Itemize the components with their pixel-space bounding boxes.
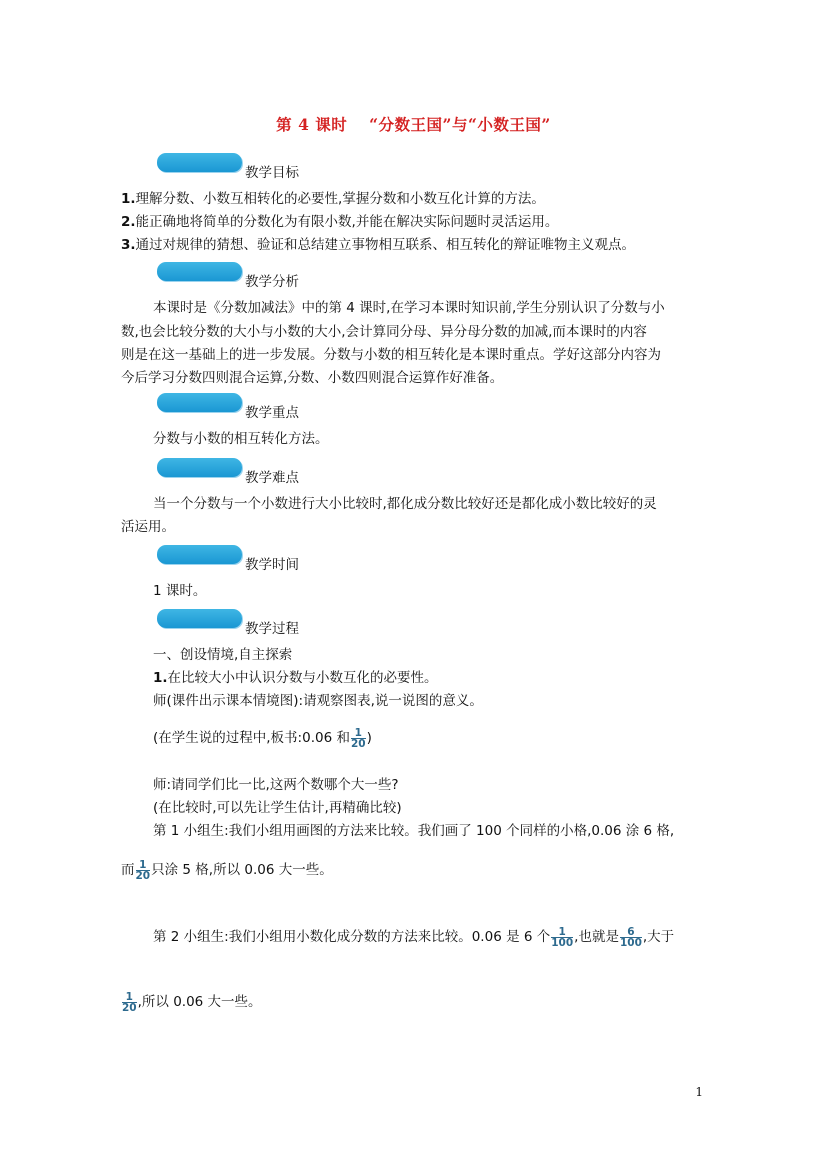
text-fragment: ,所以 0.06 大一些。 bbox=[137, 994, 262, 1010]
fraction-numerator: 1 bbox=[354, 726, 362, 739]
paragraph-line bbox=[153, 726, 372, 749]
fraction-denominator: 100 bbox=[551, 936, 574, 949]
fraction-numerator: 1 bbox=[558, 925, 566, 938]
paragraph-line bbox=[153, 925, 674, 948]
goal-number: 1. bbox=[121, 191, 136, 207]
paragraph-line: 师:请同学们比一比,这两个数哪个大一些? bbox=[153, 777, 399, 793]
paragraph-line: 当一个分数与一个小数进行大小比较时,都化成分数比较好还是都化成小数比较好的灵 bbox=[153, 496, 657, 512]
fraction-one-twentieth bbox=[136, 860, 151, 881]
paragraph-line bbox=[121, 858, 333, 881]
goal-text: 通过对规律的猜想、验证和总结建立事物相互联系、相互转化的辩证唯物主义观点。 bbox=[135, 237, 636, 253]
text-fragment: 第 2 小组生:我们小组用小数化成分数的方法来比较。0.06 是 6 个 bbox=[153, 929, 551, 945]
fraction-numerator: 1 bbox=[139, 858, 147, 871]
section-heading-time: 教学时间 bbox=[245, 557, 299, 573]
goal-number: 3. bbox=[121, 237, 136, 253]
fraction-denominator: 100 bbox=[619, 936, 642, 949]
paragraph-line: 本课时是《分数加减法》中的第 4 课时,在学习本课时知识前,学生分别认识了分数与小 bbox=[153, 300, 665, 316]
fraction-numerator: 6 bbox=[627, 925, 635, 938]
page-title: 第 4 课时 “分数王国”与“小数王国” bbox=[276, 115, 551, 134]
goal-item bbox=[121, 187, 545, 207]
section-marker bbox=[157, 609, 242, 628]
text-fragment: 而 bbox=[121, 862, 135, 878]
text-fragment: ,也就是 bbox=[574, 929, 619, 945]
paragraph-line bbox=[153, 666, 438, 686]
text-fragment: 只涂 5 格,所以 0.06 大一些。 bbox=[151, 862, 333, 878]
fraction-numerator: 1 bbox=[125, 990, 133, 1003]
goal-item bbox=[121, 210, 558, 230]
paragraph-line: 则是在这一基础上的进一步发展。分数与小数的相互转化是本课时重点。学好这部分内容为 bbox=[121, 347, 661, 363]
section-heading-analysis: 教学分析 bbox=[245, 274, 299, 290]
paragraph-line: (在比较时,可以先让学生估计,再精确比较) bbox=[153, 800, 402, 816]
paragraph-line: 第 1 小组生:我们小组用画图的方法来比较。我们画了 100 个同样的小格,0.06 涂 6 格, bbox=[153, 823, 675, 839]
paragraph-line: 一、创设情境,自主探索 bbox=[153, 647, 293, 663]
board-text-end: ) bbox=[366, 730, 372, 746]
paragraph-line: 今后学习分数四则混合运算,分数、小数四则混合运算作好准备。 bbox=[121, 370, 504, 386]
section-heading-difficulty: 教学难点 bbox=[245, 470, 299, 486]
paragraph-line: 分数与小数的相互转化方法。 bbox=[153, 431, 329, 447]
section-heading-key: 教学重点 bbox=[245, 405, 299, 421]
fraction-six-hundredths bbox=[620, 927, 642, 948]
section-marker bbox=[157, 393, 242, 412]
section-marker bbox=[157, 545, 242, 564]
text-fragment: ,大于 bbox=[642, 929, 675, 945]
board-text-start: (在学生说的过程中,板书:0.06 和 bbox=[153, 730, 350, 746]
paragraph-line: 数,也会比较分数的大小与小数的大小,会计算同分母、异分母分数的加减,而本课时的内容 bbox=[121, 324, 647, 340]
fraction-denominator: 20 bbox=[122, 1001, 137, 1014]
section-heading-goal: 教学目标 bbox=[245, 165, 299, 181]
paragraph-line: 师(课件出示课本情境图):请观察图表,说一说图的意义。 bbox=[153, 693, 483, 709]
fraction-one-twentieth bbox=[122, 992, 137, 1013]
paragraph-line: 1 课时。 bbox=[153, 583, 207, 599]
fraction-one-twentieth bbox=[351, 728, 366, 749]
fraction-denominator: 20 bbox=[135, 869, 151, 882]
paragraph-line bbox=[121, 990, 262, 1013]
section-heading-process: 教学过程 bbox=[245, 621, 299, 637]
item-text: 在比较大小中认识分数与小数互化的必要性。 bbox=[167, 670, 438, 686]
goal-text: 理解分数、小数互相转化的必要性,掌握分数和小数互化计算的方法。 bbox=[135, 191, 545, 207]
goal-item bbox=[121, 233, 635, 253]
item-number: 1. bbox=[153, 670, 168, 686]
section-marker bbox=[157, 458, 242, 477]
fraction-denominator: 20 bbox=[350, 737, 366, 750]
goal-number: 2. bbox=[121, 214, 136, 230]
paragraph-line: 活运用。 bbox=[121, 519, 175, 535]
section-marker bbox=[157, 262, 242, 281]
section-marker bbox=[157, 153, 242, 172]
page-number: 1 bbox=[695, 1085, 703, 1099]
goal-text: 能正确地将简单的分数化为有限小数,并能在解决实际问题时灵活运用。 bbox=[135, 214, 559, 230]
fraction-one-hundredth bbox=[551, 927, 573, 948]
